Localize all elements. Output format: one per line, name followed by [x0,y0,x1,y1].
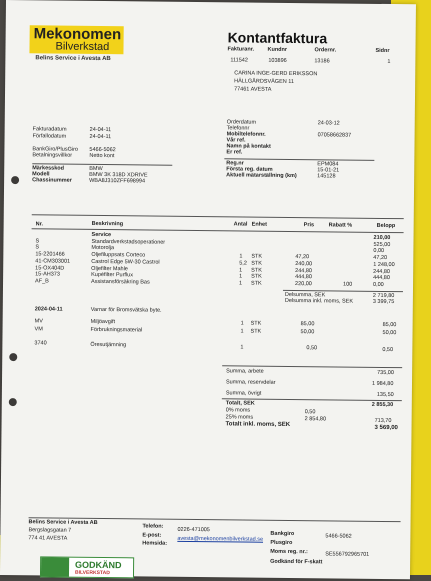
row-nr: AF_B [35,278,49,285]
row-rabatt: 100 [343,281,353,288]
row-pris: 220,00 [295,280,312,288]
value-kundnr: 103896 [268,57,287,64]
row-belopp: 210,00 [373,234,391,242]
row-pris: 444,80 [295,274,312,281]
row-description: Öresutjämning [90,341,127,349]
value-betalningsvillkor: Netto kont [89,152,115,160]
label-telefonnr: Telefonnr [226,125,250,132]
row-enhet: STK [251,260,262,267]
footer-bankgiro-label: Bankgiro [270,530,295,538]
total-sek-value: 2 855,30 [371,401,394,409]
value-mobil: 07058662837 [317,132,352,139]
footer-email-label: E-post: [142,532,162,539]
col-beskrivning: Beskrivning [91,220,124,228]
punch-hole [9,398,17,406]
row-belopp: 50,00 [382,329,397,336]
footer-bankgiro: 5466-5062 [325,533,352,540]
divider [224,158,374,161]
value-forfallodatum: 24-04-11 [89,133,112,141]
row-pris: 50,00 [300,328,315,335]
value-marke: BMW [89,165,103,173]
row-antal: 1 [239,273,243,280]
row-enhet: STK [250,320,262,327]
row-nr: 15-OX404D [35,264,65,272]
row-antal: 1 [240,327,244,335]
value-sidnr: 1 [387,58,391,66]
col-nr: Nr. [35,221,44,228]
moms25-label: 25% moms [225,414,254,421]
row-belopp: 0,50 [382,346,394,354]
row-antal: 1 [240,344,244,351]
row-antal: 1 [239,253,243,260]
label-matarstallning: Aktuell mätarställning (km) [226,172,297,180]
label-chassinummer: Chassinummer [32,177,72,184]
total-ovrigt-label: Summa, övrigt [225,390,262,397]
label-ordernr: Ordernr. [314,47,337,54]
row-nr: 15-AH373 [35,271,60,278]
value-bankgiro: 5466-5062 [89,146,116,154]
footer-street: Bergslagsgatan 7 [28,527,72,534]
value-fakturadatum: 24-04-11 [89,126,112,134]
total-ovrigt-value: 135,50 [376,391,394,399]
godkand-stamp [40,556,134,578]
invoice-title: Kontantfaktura [227,29,328,47]
label-forfallodatum: Förfallodatum [32,133,67,140]
moms0-base: 0,50 [304,409,316,416]
row-description: Kupéfilter Purflux [91,272,134,279]
label-fakturanr: Fakturanr. [227,46,255,53]
row-belopp: 0,00 [373,281,384,288]
footer-city: 774 41 AVESTA [28,535,68,542]
value-chassinummer: WBA8J310ZFF698994 [89,177,146,185]
label-mobil: Mobiltelefonnr. [226,131,266,138]
label-regnr: Reg.nr [226,160,244,167]
row-belopp: 85,00 [382,321,397,329]
table-header-rule [32,228,404,233]
row-nr: MV [34,318,43,325]
total-reservdelar-value: 1 984,80 [371,380,394,388]
label-fakturadatum: Fakturadatum [32,126,67,133]
row-pris: 85,00 [300,321,315,328]
total-incl-label: Totalt inkl. moms, SEK [225,421,291,428]
customer-city: 77461 AVESTA [234,86,272,93]
stamp-text: GODKÄND [75,559,122,571]
footer-email-link[interactable]: avesta@mekonomenbilverkstad.se [177,535,264,543]
footer-web-label: Hemsida: [142,540,168,547]
logo-subtext: Bilverkstad [55,40,110,54]
customer-name: CARINA INGE-GERD ERIKSSON [234,70,318,78]
col-rabatt: Rabatt % [328,222,353,229]
row-nr: S [35,244,40,251]
row-enhet: STK [251,280,262,287]
footer-moms-label: Moms reg. nr.: [270,548,308,556]
label-bankgiro: BankGiro/PlusGiro [32,146,79,153]
row-belopp: 444,80 [373,275,390,282]
value-forsta-reg: 15-01-21 [317,167,340,174]
footer-phone-label: Telefon: [142,523,164,530]
label-orderdatum: Orderdatum [226,119,257,126]
col-antal: Antal [233,221,248,228]
footer-phone: 0226-471005 [177,526,210,534]
row-description: Oljefiluppsats Corteco [91,252,146,259]
row-description: Standardverkstadsoperationer [91,238,166,246]
row-description: Förbrukningsmaterial [90,326,143,333]
footer-fskatt: Godkänd för F-skatt [270,558,323,566]
row-antal: 5,2 [239,260,247,267]
row-belopp: 244,80 [373,268,391,275]
total-reservdelar-label: Summa, reservdelar [225,379,276,386]
punch-hole [9,353,17,361]
stamp-subtext: BILVERKSTAD [74,569,110,577]
row-description: Castrol Edge 5W-30 Castrol [91,258,160,266]
row-description: Service [91,231,112,239]
label-sidnr: Sidnr [375,47,390,55]
row-description: Motorolja [91,245,115,252]
row-enhet: STK [251,273,262,280]
total-incl-value: 3 569,00 [374,424,398,432]
row-pris: 244,80 [295,267,313,274]
row-antal: 1 [239,266,243,273]
row-belopp: 0,00 [373,248,385,255]
row-nr: 3740 [34,340,47,347]
row-belopp: 525,00 [373,241,391,248]
value-fakturanr: 111542 [230,57,248,64]
label-kundnr: Kundnr [267,46,288,53]
footer-plusgiro-label: Plusgiro [270,539,293,547]
delsumma-moms-label: Delsumma inkl. moms, SEK [284,297,354,305]
row-nr: S [35,238,40,245]
row-pris: 0,50 [306,345,318,352]
stamp-logo-icon [41,557,69,576]
label-var-ref: Vår ref. [226,137,246,144]
value-ordernr: 13186 [314,58,330,65]
punch-hole [11,176,19,184]
value-regnr: EPM084 [317,161,339,168]
label-forsta-reg: Första reg. datum [226,166,273,173]
label-betalningsvillkor: Betalningsvillkor [32,152,73,159]
row-belopp: 1 248,00 [373,261,395,268]
row-enhet: STK [251,253,263,260]
delsumma-value: 2 719,80 [372,292,395,300]
row-antal: 1 [240,320,244,327]
col-belopp: Belopp [376,222,396,230]
label-modell: Modell [32,171,50,178]
row-description: Miljöavgift [90,318,116,326]
total-arbete-value: 735,00 [377,369,394,377]
work-date: 2024-04-11 [34,306,63,313]
label-er-ref: Er ref. [226,149,243,156]
row-description: Oljefilter Mahle [91,265,128,272]
table-top-rule [32,214,404,219]
value-orderdatum: 24-03-12 [317,120,340,127]
total-arbete-label: Summa, arbete [226,368,264,375]
row-description: Assistansförsäkring Bas [91,278,150,286]
delsumma-moms-value: 3 399,75 [372,298,395,306]
total-sek-label: Totalt, SEK [225,400,255,407]
row-nr: VM [34,325,43,332]
moms25-base: 2 854,80 [304,416,327,423]
work-note: Varnar för Bromsvätska byte. [90,306,162,314]
moms0-label: 0% moms [225,407,251,414]
delsumma-label: Delsumma, SEK [284,291,326,299]
row-nr: 41-CM303001 [35,258,71,265]
row-nr: 15-2201466 [35,251,65,258]
company-name: Belins Service i Avesta AB [35,55,111,63]
col-enhet: Enhet [251,221,267,228]
value-matarstallning: 145128 [317,173,336,180]
row-belopp: 47,20 [373,254,388,262]
label-marke: Märkesskod [32,165,65,172]
row-enhet: STK [250,328,262,335]
footer-company: Belins Service i Avesta AB [28,519,98,526]
value-modell: BMW 3K 318D XDRIVE [89,171,148,179]
row-enhet: STK [251,267,262,274]
logo-text: Mekonomen [33,25,122,44]
label-kontakt: Namn på kontakt [226,143,271,150]
moms25-value: 713,70 [374,417,392,425]
col-pris: Pris [303,222,315,229]
footer-moms-nr: SE556792965701 [325,551,370,558]
row-pris: 240,00 [295,260,313,268]
row-pris: 47,20 [295,254,310,261]
customer-street: HÄLLGÅRDSVÄGEN 11 [234,78,295,86]
row-antal: 1 [239,280,243,287]
